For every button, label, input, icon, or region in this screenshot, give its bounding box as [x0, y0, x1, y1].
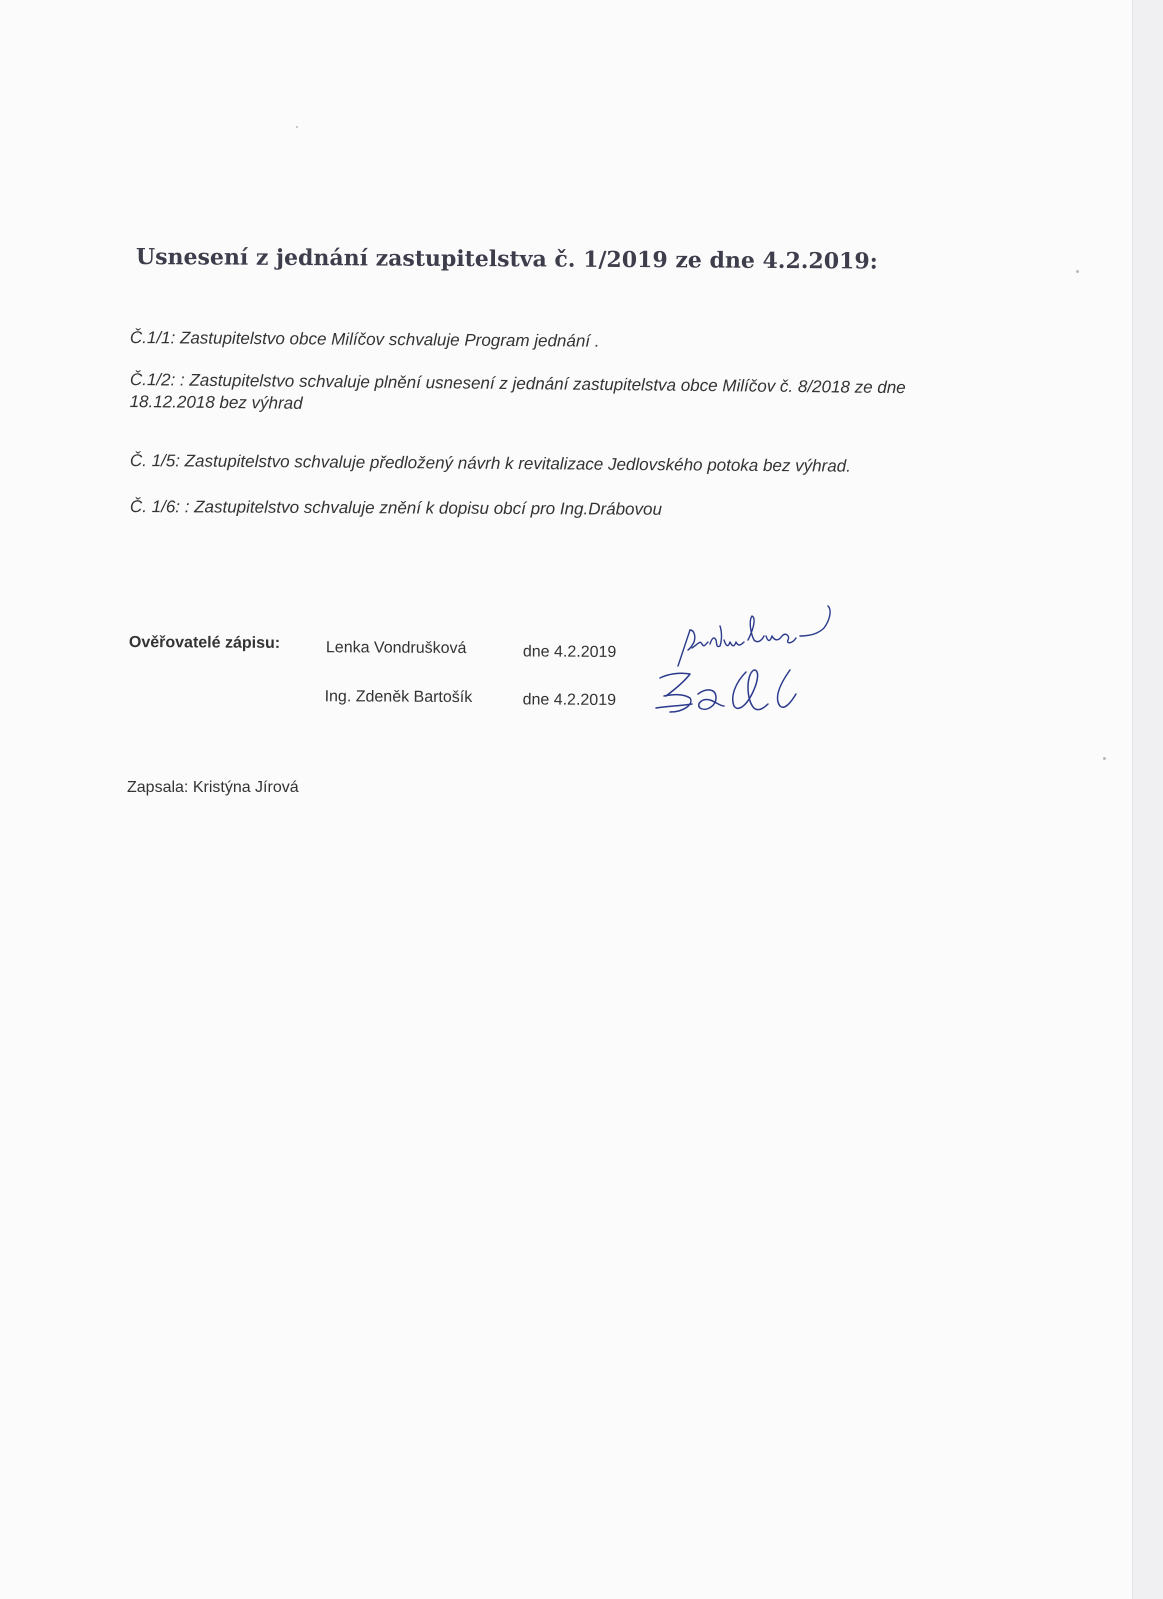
scan-edge — [1132, 0, 1163, 1599]
verifier-name: Ing. Zdeněk Bartošík — [324, 688, 473, 707]
signature-bartosik — [650, 660, 840, 725]
document-title: Usnesení z jednání zastupitelstva č. 1/2019 ze dne 4.2.2019: — [135, 244, 878, 275]
verifier-date: dne 4.2.2019 — [522, 643, 617, 661]
resolution-2: Č.1/2: : Zastupitelstvo schvaluje plnění usnesení z jednání zastupitelstva obce Milíčov č. 8/2018 ze dne 18.12.2018 bez výhrad — [129, 369, 906, 413]
verifier-date: dne 4.2.2019 — [522, 691, 617, 709]
resolution-1: Č.1/1: Zastupitelstvo obce Milíčov schvaluje Program jednání . — [129, 327, 600, 351]
paper-speck — [296, 126, 298, 128]
paper-speck — [1076, 270, 1079, 273]
verifier-name: Lenka Vondrušková — [325, 639, 467, 658]
resolution-6: Č. 1/6: : Zastupitelstvo schvaluje znění k dopisu obcí pro Ing.Drábovou — [129, 497, 663, 519]
recorded-by: Zapsala: Kristýna Jírová — [127, 779, 299, 796]
resolution-5: Č. 1/5: Zastupitelstvo schvaluje předložený návrh k revitalizace Jedlovského potoka bez výhrad. — [129, 450, 851, 476]
paper-speck — [1103, 757, 1106, 760]
verifiers-label: Ověřovatelé zápisu: — [128, 634, 281, 652]
